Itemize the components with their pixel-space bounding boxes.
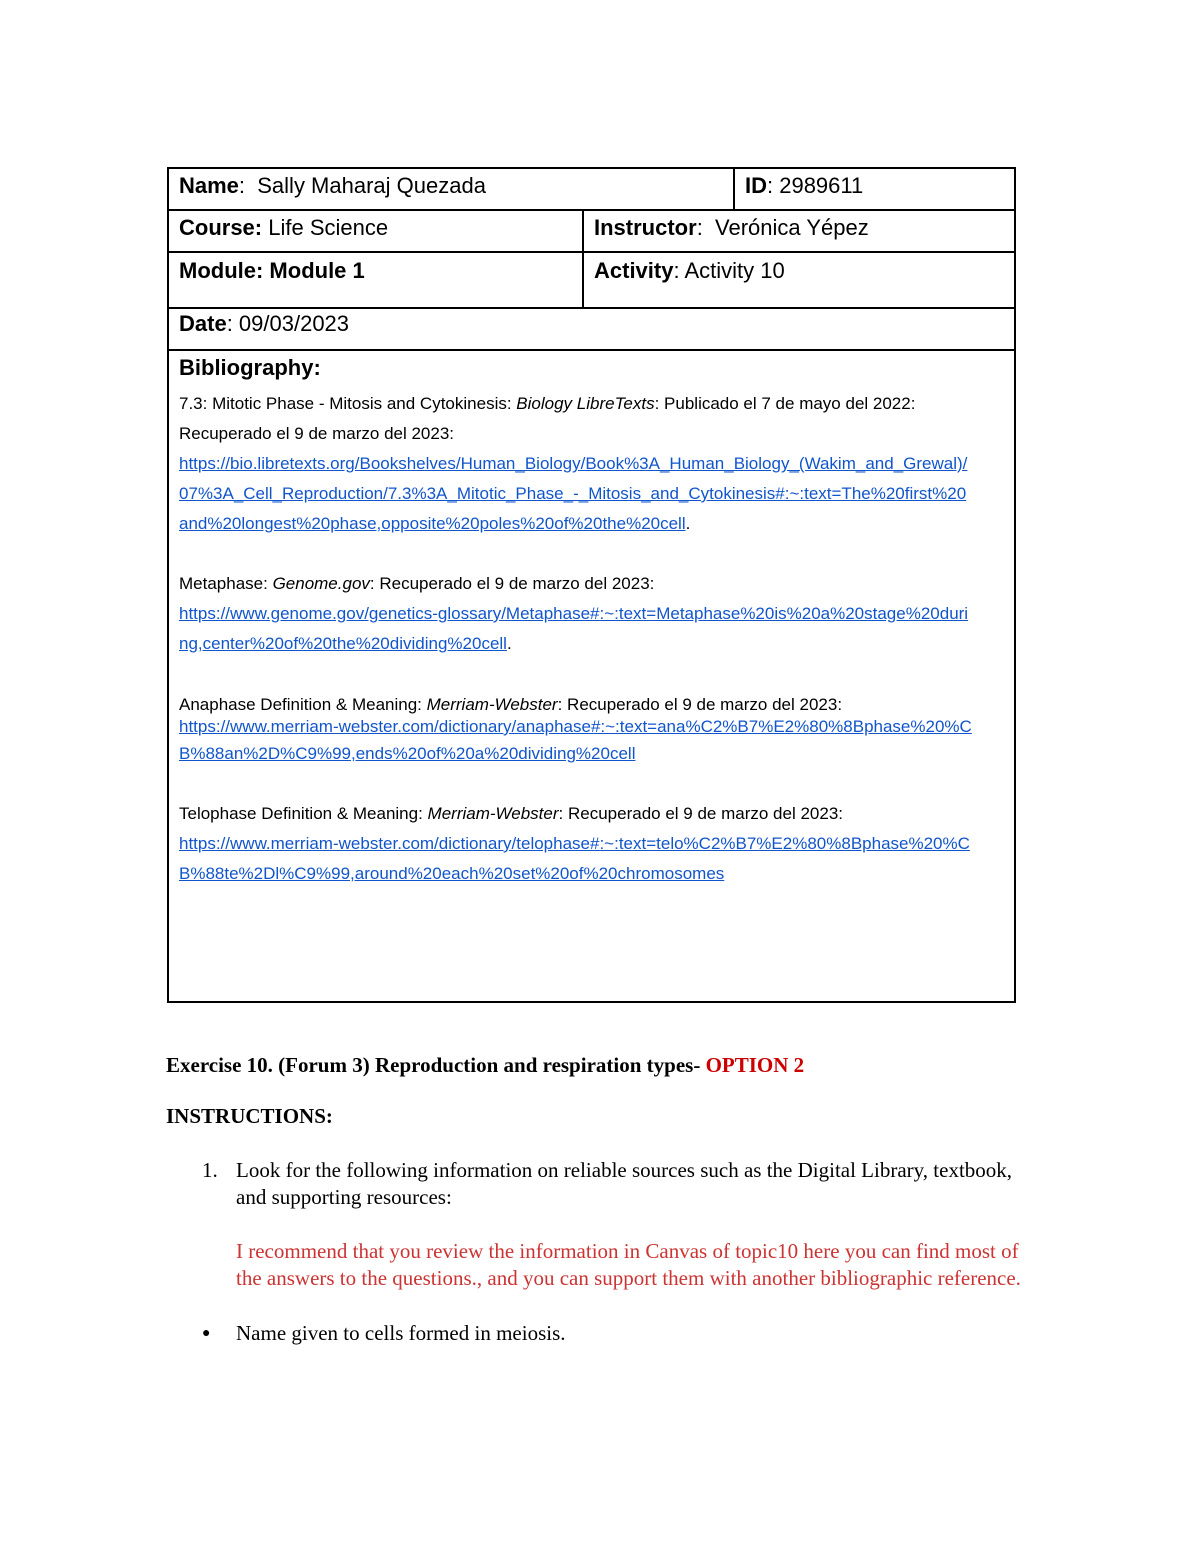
ref4-url-line-1[interactable]: https://www.merriam-webster.com/dictionary/telophase#:~:text=telo%C2%B7%E2%80%8Bphase%20%C xyxy=(179,834,970,853)
activity-cell xyxy=(584,253,1014,307)
ref4-retrieved: : Recuperado el 9 de marzo del 2023: xyxy=(558,804,843,823)
list-item-text: Look for the following information on reliable sources such as the Digital Library, textbook, and supporting resources: xyxy=(236,1158,1013,1209)
exercise-title-text: Exercise 10. (Forum 3) Reproduction and respiration types- xyxy=(166,1053,706,1077)
ref3-url-line-1[interactable]: https://www.merriam-webster.com/dictionary/anaphase#:~:text=ana%C2%B7%E2%80%8Bphase%20%C xyxy=(179,717,972,736)
ref1-url-line-3[interactable]: and%20longest%20phase,opposite%20poles%20of%20the%20cell xyxy=(179,514,686,533)
info-row-date xyxy=(169,309,1014,351)
ref1-url-line-1[interactable]: https://bio.libretexts.org/Bookshelves/Human_Biology/Book%3A_Human_Biology_(Wakim_and_Grewal)/ xyxy=(179,454,968,473)
ref4-link-line-2 xyxy=(179,859,1004,889)
ref3-retrieved: : Recuperado el 9 de marzo del 2023: xyxy=(557,695,843,714)
module-cell xyxy=(169,253,584,307)
exercise-section xyxy=(166,1052,1026,1347)
ref3-source: Merriam-Webster xyxy=(426,695,558,714)
ref1-published: : Publicado el 7 de mayo del 2022: xyxy=(654,394,916,413)
instructions-label: INSTRUCTIONS: xyxy=(166,1104,333,1128)
info-row-name xyxy=(169,169,1014,211)
ref1-citation xyxy=(179,389,1004,419)
spacer xyxy=(179,659,1004,689)
course-value: Life Science xyxy=(262,215,389,240)
instructor-value: : Verónica Yépez xyxy=(696,215,869,240)
ref1-url-line-2[interactable]: 07%3A_Cell_Reproduction/7.3%3A_Mitotic_Phase_-_Mitosis_and_Cytokinesis#:~:text=The%20first%20 xyxy=(179,484,967,503)
bibliography-title: Bibliography: xyxy=(179,355,321,380)
name-label: Name xyxy=(179,173,239,198)
ref1-retrieved: Recuperado el 9 de marzo del 2023: xyxy=(179,424,455,443)
ref1-source: Biology LibreTexts xyxy=(516,394,655,413)
ref3-link-line-2 xyxy=(179,739,1004,769)
ref2-url-line-1[interactable]: https://www.genome.gov/genetics-glossary/Metaphase#:~:text=Metaphase%20is%20a%20stage%20duri xyxy=(179,604,969,623)
ref1-title: 7.3: Mitotic Phase - Mitosis and Cytokinesis: xyxy=(179,394,517,413)
list-item xyxy=(166,1157,1026,1211)
ref1-link[interactable] xyxy=(179,449,1004,479)
bibliography-section xyxy=(169,351,1014,1001)
bullet-icon: ● xyxy=(202,1326,211,1341)
ref1-link-line-3: and%20longest%20phase,opposite%20poles%20of%20the%20cell. xyxy=(179,514,691,533)
ref4-source: Merriam-Webster xyxy=(427,804,559,823)
spacer xyxy=(179,539,1004,569)
module-label: Module: Module 1 xyxy=(179,258,365,283)
ref2-retrieved: : Recuperado el 9 de marzo del 2023: xyxy=(369,574,655,593)
ref2-url-line-2[interactable]: ng,center%20of%20the%20dividing%20cell xyxy=(179,634,507,653)
activity-label: Activity xyxy=(594,258,674,283)
exercise-title xyxy=(166,1052,1026,1079)
id-label: ID xyxy=(745,173,767,198)
ref2-title: Metaphase: xyxy=(179,574,273,593)
ref4-link-line-1 xyxy=(179,829,1004,859)
name-value: : Sally Maharaj Quezada xyxy=(238,173,486,198)
bullet-item xyxy=(166,1320,1026,1347)
info-row-course xyxy=(169,211,1014,253)
ref3-link-line-1 xyxy=(179,715,1004,739)
recommendation-note: I recommend that you review the information in Canvas of topic10 here you can find most of the answers to the questions., and you can support them with another bibliographic reference. xyxy=(236,1239,1021,1290)
list-number: 1. xyxy=(202,1158,218,1182)
ref3-title: Anaphase Definition & Meaning: xyxy=(179,695,427,714)
ref4-citation xyxy=(179,799,1004,829)
ref2-link-line-1 xyxy=(179,599,1004,629)
bullet-item-text: Name given to cells formed in meiosis. xyxy=(236,1321,566,1345)
date-label: Date xyxy=(179,311,227,336)
name-cell xyxy=(169,169,735,209)
date-cell xyxy=(169,309,1014,349)
instructor-cell xyxy=(584,211,1014,251)
exercise-option: OPTION 2 xyxy=(705,1053,805,1077)
instructor-label: Instructor xyxy=(594,215,697,240)
ref2-link-line-2: ng,center%20of%20the%20dividing%20cell. xyxy=(179,634,512,653)
activity-value: : Activity 10 xyxy=(673,258,785,283)
ref2-source: Genome.gov xyxy=(272,574,370,593)
ref4-url-line-2[interactable]: B%88te%2Dl%C9%99,around%20each%20set%20of%20chromosomes xyxy=(179,864,725,883)
course-cell xyxy=(169,211,584,251)
ref3-url-line-2[interactable]: B%88an%2D%C9%99,ends%20of%20a%20dividing%20cell xyxy=(179,744,636,763)
ref4-title: Telophase Definition & Meaning: xyxy=(179,804,428,823)
id-value: : 2989611 xyxy=(767,173,864,198)
info-row-module xyxy=(169,253,1014,309)
spacer xyxy=(179,769,1004,799)
id-cell xyxy=(735,169,1014,209)
ref1-link-line-2 xyxy=(179,479,1004,509)
ref2-citation xyxy=(179,569,1004,599)
ref3-citation xyxy=(179,695,1004,715)
course-label: Course: xyxy=(179,215,263,240)
date-value: : 09/03/2023 xyxy=(226,311,350,336)
info-table xyxy=(167,167,1016,1003)
